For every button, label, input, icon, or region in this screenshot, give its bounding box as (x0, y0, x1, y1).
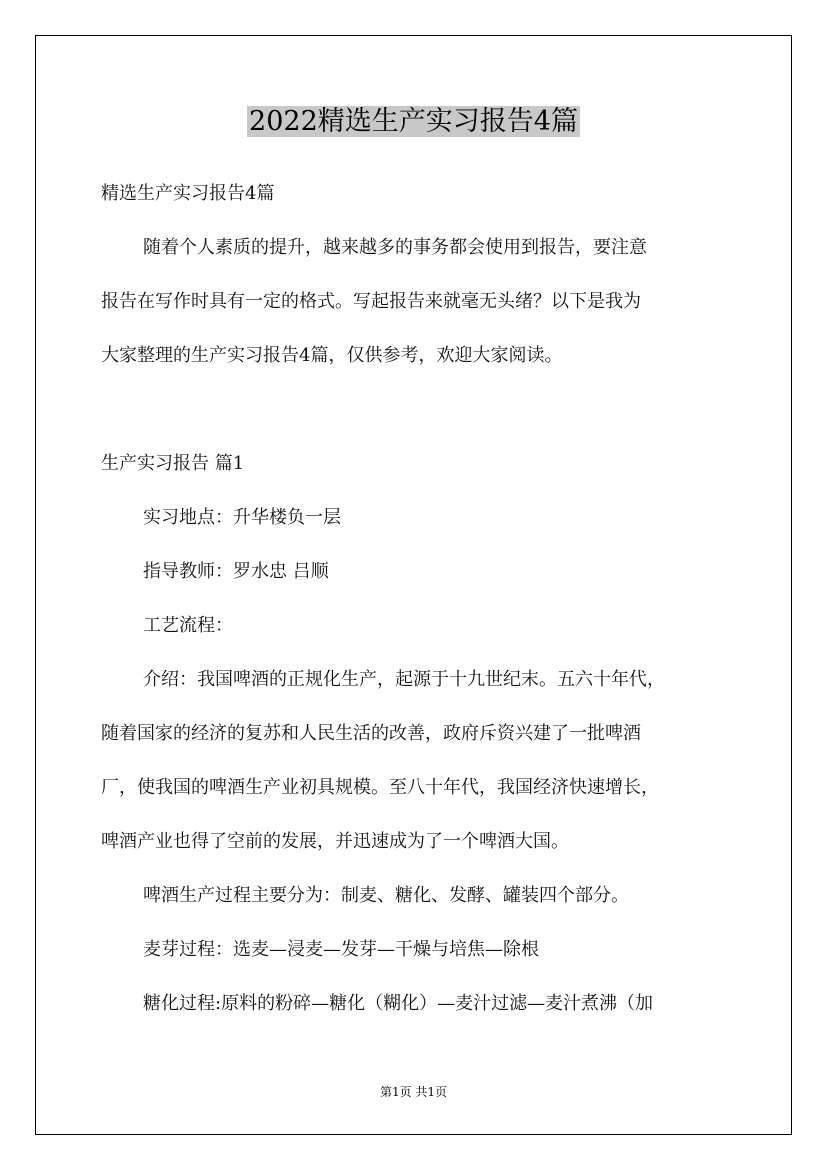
document-subtitle: 精选生产实习报告4篇 (101, 183, 275, 204)
intro-line-3: 大家整理的生产实习报告4篇，仅供参考，欢迎大家阅读。 (101, 345, 563, 366)
intro-line-2: 报告在写作时具有一定的格式。写起报告来就毫无头绪？以下是我为 (101, 291, 641, 312)
section-heading: 生产实习报告 篇1 (101, 453, 245, 474)
saccharification-process-line: 糖化过程:原料的粉碎—糖化（糊化）—麦汁过滤—麦汁煮沸（加 (143, 993, 654, 1014)
body-line-3: 厂，使我国的啤酒生产业初具规模。至八十年代，我国经济快速增长， (101, 777, 659, 798)
teachers-line: 指导教师：罗水忠 吕顺 (143, 561, 329, 582)
production-parts-line: 啤酒生产过程主要分为：制麦、糖化、发酵、罐装四个部分。 (143, 885, 629, 906)
body-line-1: 介绍：我国啤酒的正规化生产，起源于十九世纪末。五六十年代， (143, 669, 665, 690)
page-footer: 第1页 共1页 (379, 1085, 448, 1099)
body-line-2: 随着国家的经济的复苏和人民生活的改善，政府斥资兴建了一批啤酒 (101, 723, 641, 744)
body-line-4: 啤酒产业也得了空前的发展，并迅速成为了一个啤酒大国。 (101, 831, 569, 852)
document-title (0, 103, 827, 141)
process-heading: 工艺流程： (143, 615, 233, 636)
location-line: 实习地点：升华楼负一层 (143, 507, 341, 528)
malting-process-line: 麦芽过程：选麦—浸麦—发芽—干燥与培焦—除根 (143, 939, 539, 960)
document-title-text: 2022精选生产实习报告4篇 (249, 106, 578, 137)
intro-line-1: 随着个人素质的提升，越来越多的事务都会使用到报告，要注意 (143, 237, 647, 258)
